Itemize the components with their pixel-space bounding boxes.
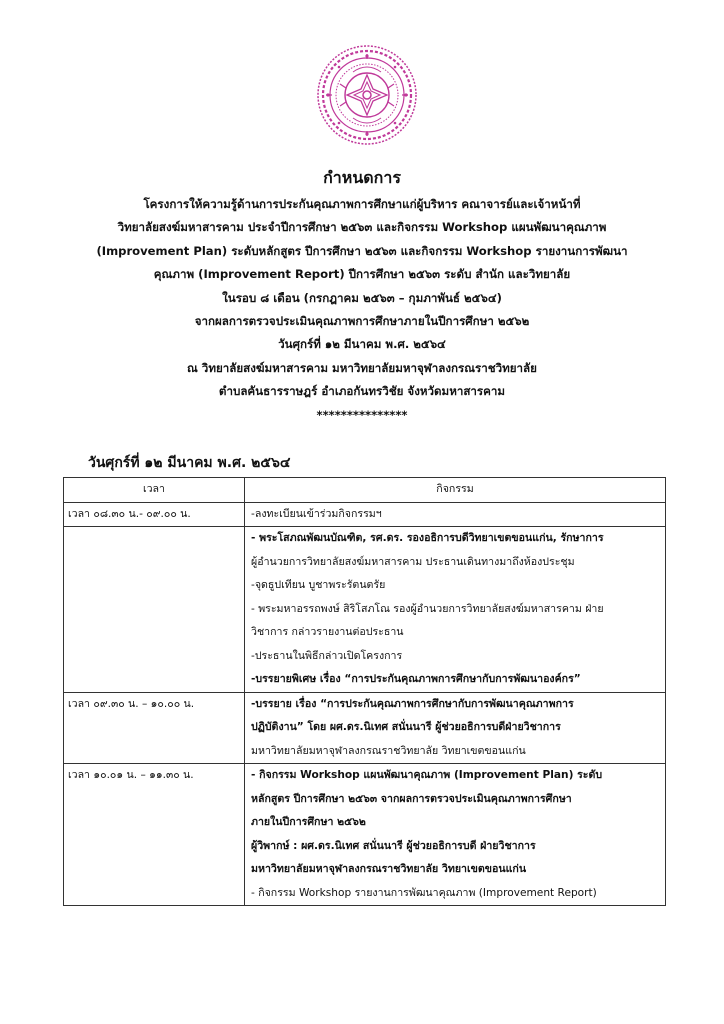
table-row: [64, 502, 666, 527]
activity-line: ผู้วิพากษ์ : ผศ.ดร.นิเทศ สนั่นนารี ผู้ช่วยอธิการบดี ฝ่ายวิชาการ: [251, 839, 536, 852]
activity-cell: [245, 502, 666, 527]
schedule-date-heading: วันศุกร์ที่ ๑๒ มีนาคม พ.ศ. ๒๕๖๔: [88, 455, 291, 471]
activity-line: - พระโสภณพัฒนบัณฑิต, รศ.ดร. รองอธิการบดีวิทยาเขตขอนแก่น, รักษาการ: [251, 532, 604, 544]
column-header-time: เวลา: [64, 478, 245, 503]
time-cell: เวลา ๑๐.๐๑ น. – ๑๑.๓๐ น.: [64, 764, 245, 906]
document-header: [40, 167, 684, 427]
column-header-activity: กิจกรรม: [245, 478, 666, 503]
activity-line: -บรรยาย เรื่อง “การประกันคุณภาพการศึกษากับการพัฒนาคุณภาพการ: [251, 697, 574, 710]
header-line: วันศุกร์ที่ ๑๒ มีนาคม พ.ศ. ๒๕๖๔: [278, 337, 446, 352]
activity-line: หลักสูตร ปีการศึกษา ๒๕๖๓ จากผลการตรวจประเมินคุณภาพการศึกษา: [251, 792, 572, 805]
activity-cell: [245, 764, 666, 906]
activity-line: มหาวิทยาลัยมหาจุฬาลงกรณราชวิทยาลัย วิทยาเขตขอนแก่น: [251, 744, 526, 757]
table-row: [64, 764, 666, 906]
activity-line: -ประธานในพิธีกล่าวเปิดโครงการ: [251, 649, 403, 662]
time-cell: เวลา ๐๘.๓๐ น.- ๐๙.๐๐ น.: [64, 502, 245, 527]
header-line: จากผลการตรวจประเมินคุณภาพการศึกษาภายในปีการศึกษา ๒๕๖๒: [194, 314, 530, 329]
activity-line: -ลงทะเบียนเข้าร่วมกิจกรรมฯ: [251, 507, 382, 520]
activity-line: - กิจกรรม Workshop แผนพัฒนาคุณภาพ (Improvement Plan) ระดับ: [251, 769, 603, 781]
activity-line: วิชาการ กล่าวรายงานต่อประธาน: [251, 626, 404, 638]
header-line: โครงการให้ความรู้ด้านการประกันคุณภาพการศึกษาแก่ผู้บริหาร คณาจารย์และเจ้าหน้าที่: [143, 197, 581, 211]
activity-line: - กิจกรรม Workshop รายงานการพัฒนาคุณภาพ (Improvement Report): [251, 886, 597, 899]
activity-cell: [245, 527, 666, 693]
activity-line: ปฏิบัติงาน” โดย ผศ.ดร.นิเทศ สนั่นนารี ผู้ช่วยอธิการบดีฝ่ายวิชาการ: [251, 721, 561, 733]
schedule-table: [63, 477, 666, 906]
time-cell: เวลา ๐๙.๓๐ น. – ๑๐.๐๐ น.: [64, 692, 245, 764]
header-line: (Improvement Plan) ระดับหลักสูตร ปีการศึกษา ๒๕๖๓ และกิจกรรม Workshop รายงานการพัฒนา: [96, 243, 628, 258]
document-title: กำหนดการ: [323, 168, 401, 187]
activity-line: ภายในปีการศึกษา ๒๕๖๒: [251, 816, 366, 828]
activity-line: ผู้อำนวยการวิทยาลัยสงฆ์มหาสารคาม ประธานเดินทางมาถึงห้องประชุม: [251, 555, 575, 568]
header-line: คุณภาพ (Improvement Report) ปีการศึกษา ๒๕๖๓ ระดับ สำนัก และวิทยาลัย: [153, 267, 571, 282]
table-row: [64, 692, 666, 764]
activity-line: -บรรยายพิเศษ เรื่อง “การประกันคุณภาพการศึกษากับการพัฒนาองค์กร”: [251, 673, 581, 685]
header-line: ในรอบ ๘ เดือน (กรกฎาคม ๒๕๖๓ – กุมภาพันธ์ ๒๕๖๔): [222, 290, 502, 305]
header-line: วิทยาลัยสงฆ์มหาสารคาม ประจำปีการศึกษา ๒๕๖๓ และกิจกรรม Workshop แผนพัฒนาคุณภาพ: [117, 220, 607, 235]
university-seal-icon: [316, 44, 418, 146]
header-line: ตำบลคันธารราษฎร์ อำเภอกันทรวิชัย จังหวัดมหาสารคาม: [218, 384, 506, 399]
activity-line: - พระมหาอรรถพงษ์ สิริโสภโณ รองผู้อำนวยการวิทยาลัยสงฆ์มหาสารคาม ฝ่าย: [251, 602, 604, 615]
table-header-row: [64, 478, 666, 503]
activity-cell: [245, 692, 666, 764]
header-divider-stars: ***************: [316, 407, 408, 422]
table-row: [64, 527, 666, 693]
header-line: ณ วิทยาลัยสงฆ์มหาสารคาม มหาวิทยาลัยมหาจุฬาลงกรณราชวิทยาลัย: [187, 360, 537, 375]
time-cell: [64, 527, 245, 693]
activity-line: -จุดธูปเทียน บูชาพระรัตนตรัย: [251, 579, 386, 591]
activity-line: มหาวิทยาลัยมหาจุฬาลงกรณราชวิทยาลัย วิทยาเขตขอนแก่น: [251, 863, 527, 875]
